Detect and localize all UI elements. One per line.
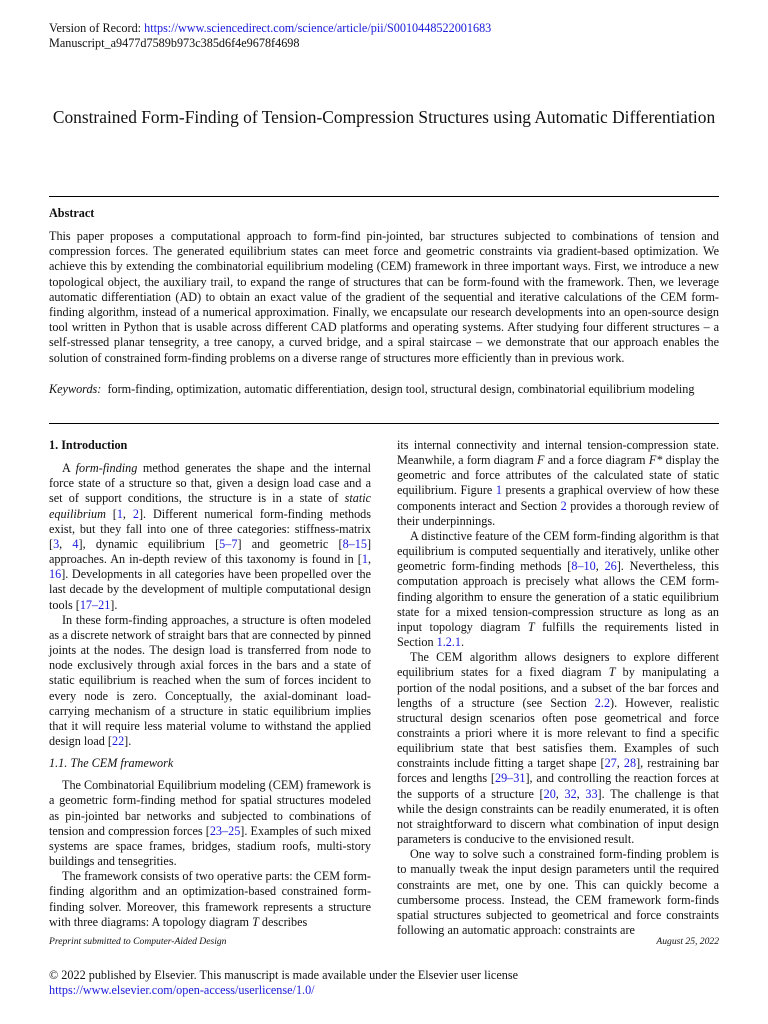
keywords-label: Keywords: <box>49 382 102 396</box>
record-label: Version of Record: <box>49 21 142 35</box>
left-column <box>49 438 371 930</box>
citation-link[interactable]: 1 <box>116 506 123 521</box>
abstract-text: This paper proposes a computational approach to form-find pin-jointed, bar structures subjected to combinations of tension and compression forces. The generated equilibrium states can meet force and geometric constraints via gradient-based optimization. We achieve this by extending the combinatorial equilibrium modeling (CEM) framework in three important ways. First, we introduce a new topological object, the auxiliary trail, to expand the range of structures that can be form-found with the framework. Then, we leverage automatic differentiation (AD) to obtain an exact value of the gradient of the sequential and iterative calculations of the CEM form-finding algorithm, instead of a numerical approximation. Finally, we encapsulate our research developments into an open-source design tool written in Python that is usable across different CAD platforms and operating systems. After studying four different structures – a self-stressed planar tensegrity, a tree canopy, a curved bridge, and a spiral staircase – we demonstrate that our approach enables the solution of constrained form-finding problems on a diverse range of structures more efficiently than in previous work. <box>49 229 719 365</box>
citation-link[interactable]: 8–10 <box>571 559 596 574</box>
version-of-record-line <box>49 21 491 36</box>
top-rule <box>49 196 719 197</box>
intro-paragraph-1: A form-finding method generates the shape and the internal force state of a structure so that, given a design load case and a set of support conditions, the structure is in a state of static equilibrium [1, 2]. Different numerical form-finding methods exist, but they fall into one of three categories: stiffness-matrix [3, 4], dynamic equilibrium [5–7] and geometric [8–15] approaches. An in-depth review of this taxonomy is found in [1, 16]. Developments in all categories have been propelled over the last decade by the development of multiple computational design tools [17–21]. <box>49 461 372 612</box>
citation-link[interactable]: 27 <box>604 756 617 771</box>
section-link[interactable]: 2.2 <box>594 695 611 710</box>
citation-link[interactable]: 32 <box>564 786 577 801</box>
citation-link[interactable]: 26 <box>604 559 617 574</box>
right-paragraph-4: One way to solve such a constrained form-finding problem is to manually tweak the input design parameters until the required constraints are met, one by one. This can quickly become a cumbersome process. Instead, the CEM framework form-finds spatial structures subjected to geometrical and force constraints following an automatic approach: constraints are <box>397 847 719 937</box>
cem-paragraph-1: The Combinatorial Equilibrium modeling (CEM) framework is a geometric form-finding method for spatial structures modeled as pin-jointed bar networks and subjected to combinations of tension and compression forces [23–25]. Examples of such mixed systems are space frames, bridges, stadium roofs, multi-story buildings and tensegrities. <box>49 778 371 869</box>
citation-link[interactable]: 4 <box>72 536 79 551</box>
preprint-footer: Preprint submitted to Computer-Aided Design <box>49 936 227 947</box>
intro-paragraph-2: In these form-finding approaches, a structure is often modeled as a discrete network of straight bars that are connected by pinned joints at the nodes. The design load is transferred from node to node exclusively through axial forces in the bars and a state of static equilibrium is reached when the sum of forces incident to every node is zero. Conceptually, the axial-dominant load-carrying mechanism of a structure in static equilibrium implies that it will require less material volume to withstand the applied design load [22]. <box>49 612 371 748</box>
abstract-bottom-rule <box>49 423 719 424</box>
manuscript-id: Manuscript_a9477d7589b973c385d6f4e9678f4698 <box>49 36 300 50</box>
license-text: © 2022 published by Elsevier. This manuscript is made available under the Elsevier user license <box>49 968 518 982</box>
right-paragraph-2: A distinctive feature of the CEM form-finding algorithm is that equilibrium is computed sequentially and iteratively, unlike other geometric form-finding methods [8–10, 26]. Nevertheless, this computation approach is precisely what allows the CEM form-finding algorithm to ensure the generation of a static equilibrium state for a mixed tension-compression structure as long as an input topology diagram T fulfills the requirements listed in Section 1.2.1. <box>397 528 719 650</box>
citation-link[interactable]: 20 <box>543 786 556 801</box>
keywords <box>49 382 719 397</box>
paper-title: Constrained Form-Finding of Tension-Compression Structures using Automatic Differentiation <box>52 107 716 127</box>
citation-link[interactable]: 33 <box>585 786 598 801</box>
citation-link[interactable]: 3 <box>53 536 60 551</box>
section-link[interactable]: 2 <box>560 498 567 513</box>
section-introduction-heading: 1. Introduction <box>49 438 128 452</box>
right-paragraph-3: The CEM algorithm allows designers to explore different equilibrium states for a fixed diagram T by manipulating a portion of the nodal positions, and a subset of the bar forces and lengths of a structure (see Section 2.2). However, realistic structural design scenarios often pose geometrical and force constraints a priori where it is more relevant to find a specific equilibrium state that best satisfies them. Examples of such constraints include fitting a target shape [27, 28], restraining bar forces and lengths [29–31], and controlling the reaction forces at the supports of a structure [20, 32, 33]. The challenge is that while the design constraints can be readily enumerated, it is often not straightforward to discern what combination of input design parameters is conducive to the envisioned result. <box>397 650 720 847</box>
citation-link[interactable]: 28 <box>623 756 637 771</box>
keywords-text: form-finding, optimization, automatic differentiation, design tool, structural design, combinatorial equilibrium modeling <box>107 382 695 396</box>
page-header <box>49 21 491 51</box>
license-link[interactable]: https://www.elsevier.com/open-access/userlicense/1.0/ <box>49 983 315 997</box>
date-footer: August 25, 2022 <box>656 936 719 947</box>
abstract-heading: Abstract <box>49 206 95 220</box>
subsection-cem-framework-heading: 1.1. The CEM framework <box>49 756 174 771</box>
citation-link[interactable]: 29–31 <box>494 771 526 786</box>
citation-link[interactable]: 5–7 <box>219 536 238 551</box>
citation-link[interactable]: 23–25 <box>209 823 241 838</box>
citation-link[interactable]: 8–15 <box>342 536 367 551</box>
citation-link[interactable]: 2 <box>132 506 139 521</box>
citation-link[interactable]: 17–21 <box>79 597 111 612</box>
cem-paragraph-2: The framework consists of two operative parts: the CEM form-finding algorithm and an optimization-based constrained form-finding solver. Moreover, this framework represents a structure with three diagrams: A topology diagram T describes <box>49 869 371 929</box>
license-notice <box>49 968 518 998</box>
citation-link[interactable]: 22 <box>111 733 125 748</box>
record-link[interactable]: https://www.sciencedirect.com/science/article/pii/S0010448522001683 <box>144 21 492 35</box>
figure-link[interactable]: 1 <box>495 483 502 498</box>
citation-link[interactable]: 1 <box>361 552 368 567</box>
section-link[interactable]: 1.2.1 <box>436 635 461 650</box>
right-paragraph-1: its internal connectivity and internal tension-compression state. Meanwhile, a form diagram F and a force diagram F* display the geometric and force attributes of the calculated state of static equilibrium. Figure 1 presents a graphical overview of how these components interact and Section 2 provides a thorough review of their underpinnings. <box>397 438 720 528</box>
citation-link[interactable]: 16 <box>49 567 62 582</box>
right-column <box>397 438 719 938</box>
